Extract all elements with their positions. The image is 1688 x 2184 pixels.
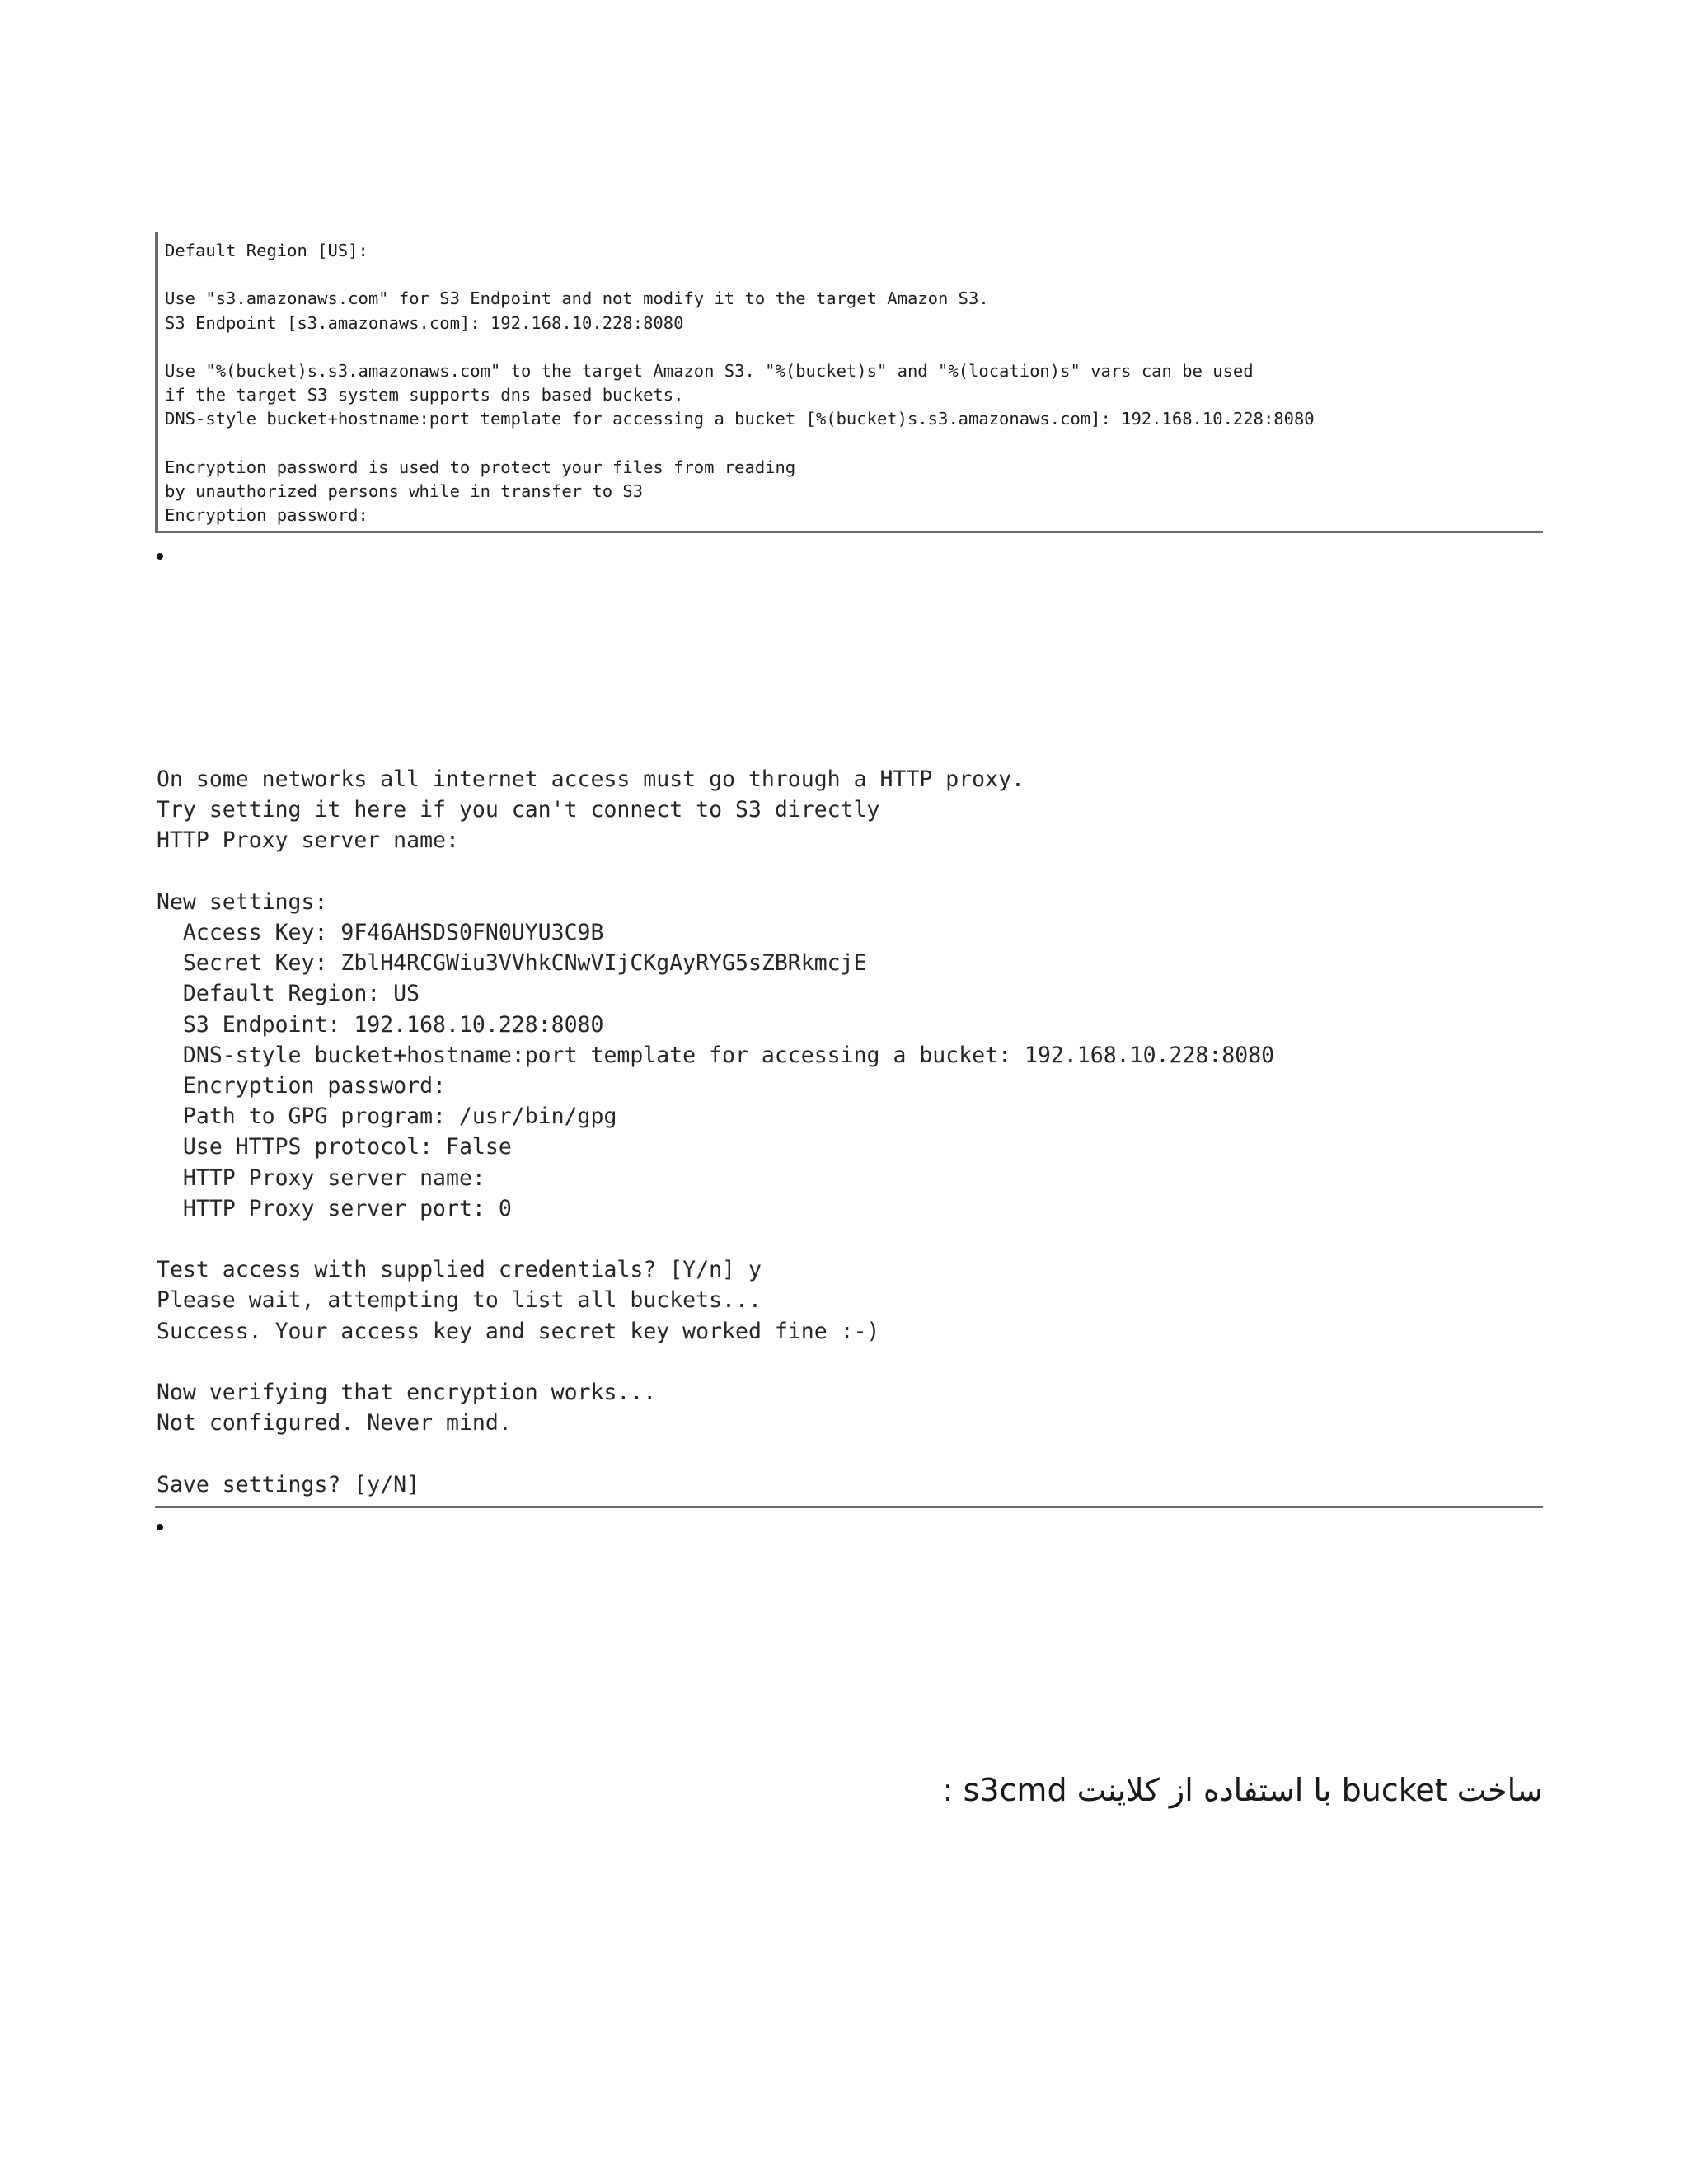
- terminal-text: Default Region [US]: Use "s3.amazonaws.com" for S3 Endpoint and not modify it to the target Amazon S3. S3 Endpoint [s3.amazonaws.com]: 192.168.10.228:8080 Use "%(bucket)s.s3.amazonaws.com" to the target Amazon S3. "%(bucket)s" and "%(location)s" vars can be used if the target S3 system supports dns based buckets. DNS-style bucket+hostname:port template for accessing a bucket [%(bucket)s.s3.amazonaws.com]: 192.168.10.228:8080 Encryption password is used to protect your files from reading by unauthorized persons while in transfer to S3 Encryption password:: [165, 241, 1315, 526]
- terminal-screenshot-configure: [155, 232, 1543, 533]
- list-bullet: [157, 1524, 163, 1530]
- clipped-previous-line: [165, 232, 841, 234]
- list-bullet: [157, 553, 163, 560]
- terminal-text: On some networks all internet access must go through a HTTP proxy. Try setting it here if you can't connect to S3 directly HTTP Proxy server name: New settings: Access Key: 9F46AHSDS0FN0UYU3C9B Secret Key: ZblH4RCGWiu3VVhkCNwVIjCKgAyRYG5sZBRkmcjE Default Region: US S3 Endpoint: 192.168.10.228:8080 DNS-style bucket+hostname:port template for accessing a bucket: 192.168.10.228:8080 Encryption password: Path to GPG program: /usr/bin/gpg Use HTTPS protocol: False HTTP Proxy server name: HTTP Proxy server port: 0 Test access with supplied credentials? [Y/n] y Please wait, attempting to list all buckets... Success. Your access key and secret key worked fine :-) Now verifying that encryption works... Not configured. Never mind. Save settings? [y/N]: [157, 766, 1275, 1497]
- section-heading: ساخت bucket با استفاده از کلاینت s3cmd :: [942, 1772, 1543, 1808]
- terminal-screenshot-settings: [155, 754, 1543, 1508]
